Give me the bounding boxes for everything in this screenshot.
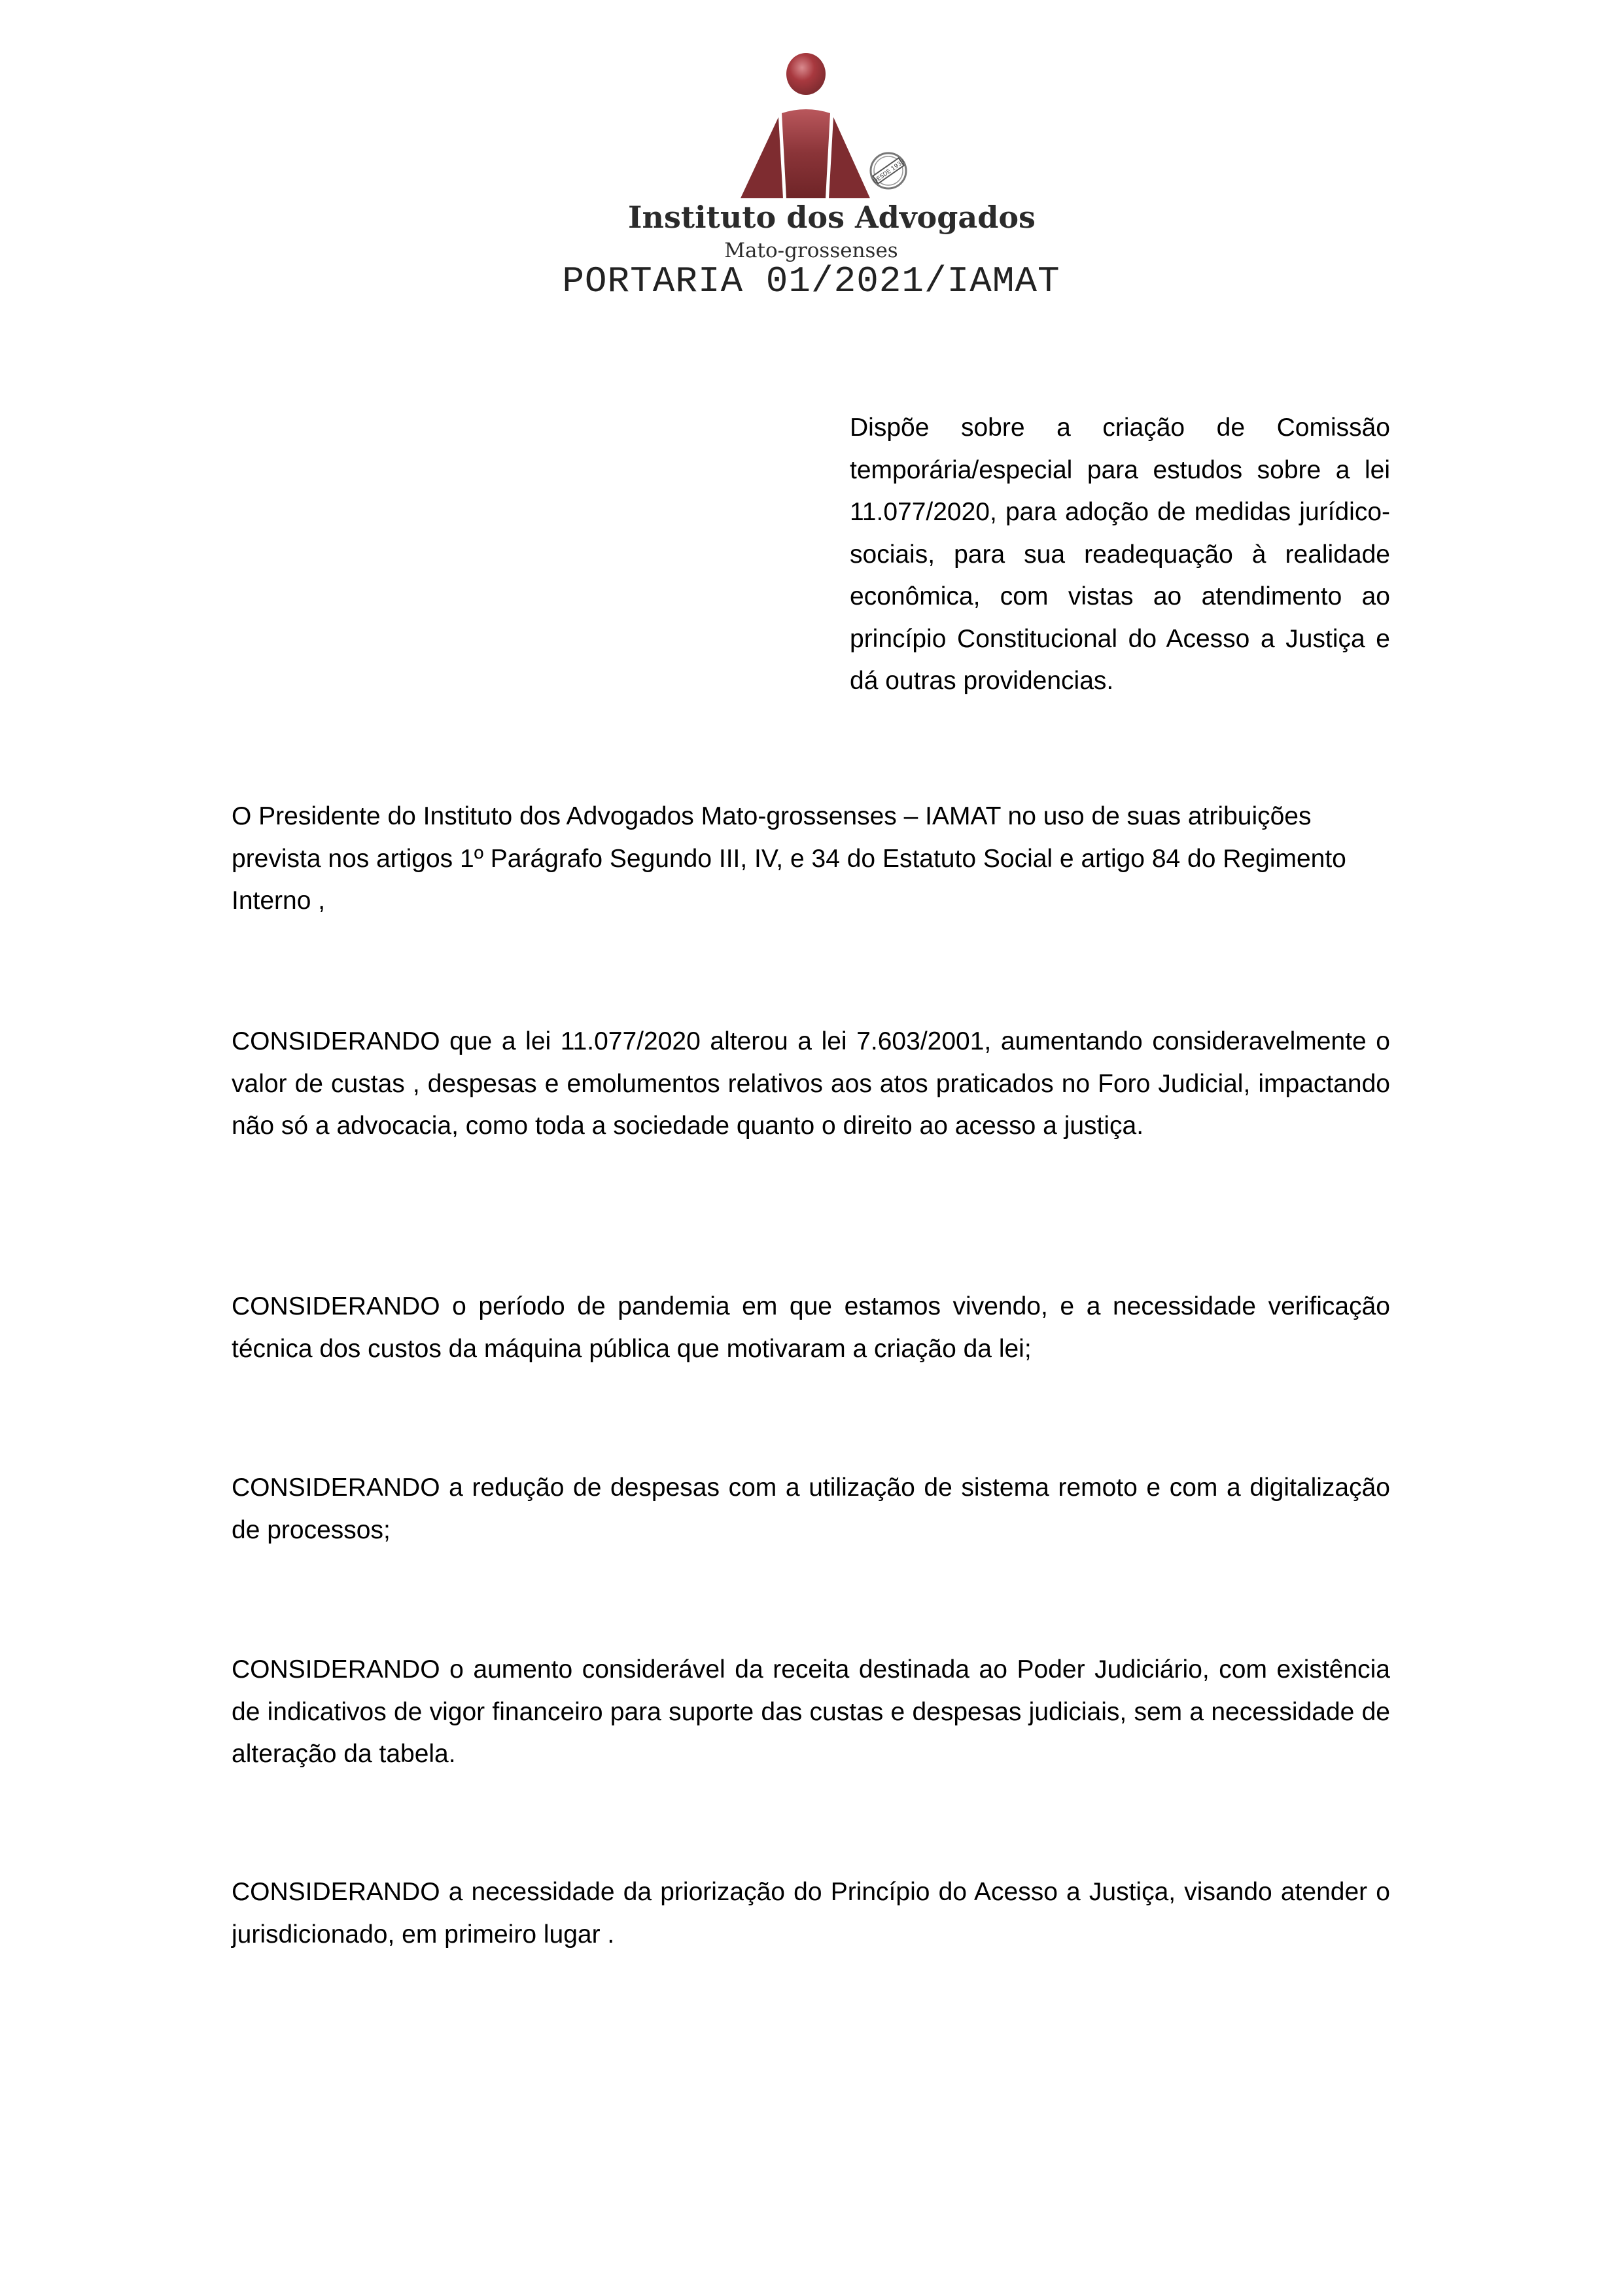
svg-text:DESDE 1933: DESDE 1933 (872, 158, 907, 186)
document-title: PORTARIA 01/2021/IAMAT (562, 260, 1060, 302)
considerando-paragraph: CONSIDERANDO o aumento considerável da receita destinada ao Poder Judiciário, com existência de indicativos de vigor financeiro para suporte das custas e despesas judiciais, sem a necessidade de alteração da tabela. (232, 1655, 1390, 1768)
figure-head (786, 53, 826, 95)
figure-torso (782, 109, 830, 198)
considerando-paragraph: CONSIDERANDO a redução de despesas com a utilização de sistema remoto e com a digitalização de processos; (232, 1474, 1390, 1544)
lawyer-figure-icon (628, 49, 994, 200)
seal-icon (871, 153, 906, 188)
considerando-paragraph: CONSIDERANDO o período de pandemia em que estamos vivendo, e a necessidade verificação técnica dos custos da máquina pública que motivaram a criação da lei; (232, 1292, 1390, 1363)
figure-left-arm (741, 117, 783, 198)
institution-logo (628, 49, 1036, 262)
intro-paragraph: O Presidente do Instituto dos Advogados Mato-grossenses – IAMAT no uso de suas atribuições prevista nos artigos 1º Parágrafo Segundo III, IV, e 34 do Estatuto Social e artigo 84 do Regimento Interno , (232, 802, 1346, 915)
institution-name: Instituto dos Advogados (628, 200, 1036, 235)
summary-paragraph: Dispõe sobre a criação de Comissão temporária/especial para estudos sobre a lei 11.077/2020, para adoção de medidas jurídico-sociais, para sua readequação à realidade econômica, com vistas ao atendimento ao princípio Constitucional do Acesso a Justiça e dá outras providencias. (850, 414, 1390, 695)
considerando-paragraph: CONSIDERANDO a necessidade da priorização do Princípio do Acesso a Justiça, visando atender o jurisdicionado, em primeiro lugar . (232, 1878, 1390, 1949)
considerando-paragraph: CONSIDERANDO que a lei 11.077/2020 alterou a lei 7.603/2001, aumentando consideravelmente o valor de custas , despesas e emolumentos relativos aos atos praticados no Foro Judicial, impactando não só a advocacia, como toda a sociedade quanto o direito ao acesso a justiça. (232, 1027, 1390, 1140)
institution-subtitle: Mato-grossenses (724, 239, 898, 262)
figure-right-arm (829, 117, 870, 198)
